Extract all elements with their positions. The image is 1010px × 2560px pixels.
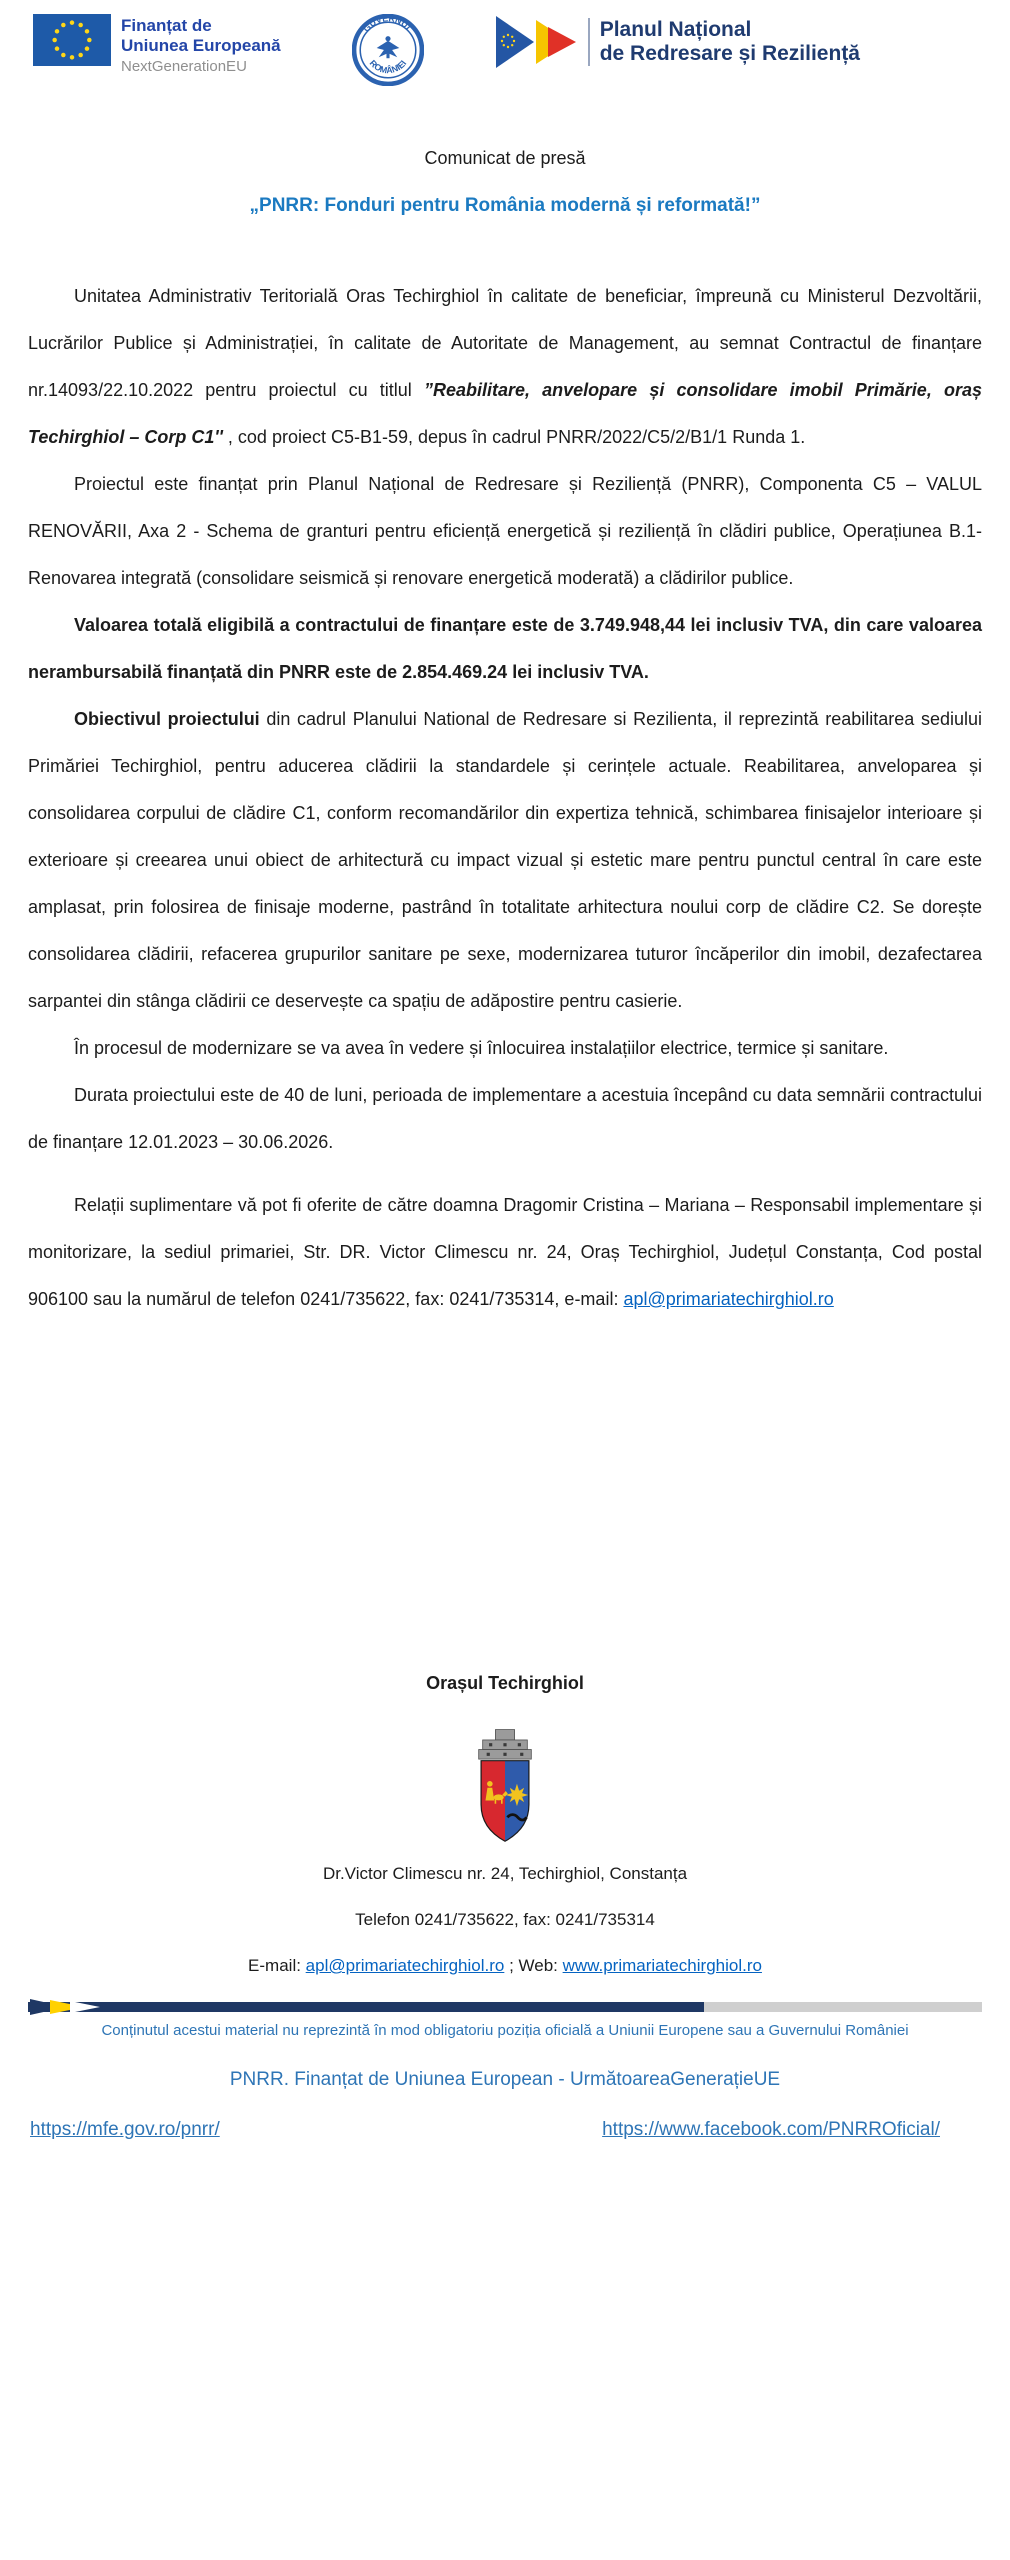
headline: „PNRR: Fonduri pentru România modernă și reformată!” [249,195,761,216]
email-label: E-mail: [248,1956,306,1975]
disclaimer-text: Conținutul acestui material nu reprezintă în mod obligatoriu poziția oficială a Uniunii Europene sau a Guvernului României [101,2022,909,2039]
romanian-government-seal-icon [352,14,424,86]
organization-name: Orașul Techirghiol [426,1673,584,1693]
pnrr-logo-text [600,18,860,66]
seal-top-text: GUVERNUL [361,14,416,34]
paragraph-duration: Durata proiectului este de 40 de luni, perioada de implementare a acestuia începând cu data semnării contractului de finanțare 12.01.2023 – 30.06.2026. [28,1085,982,1152]
footer-email-web [0,1943,1010,1989]
press-release-label: Comunicat de presă [424,148,586,168]
paragraph-contract [28,273,982,461]
paragraph-contact [28,1182,982,1323]
objective-text: din cadrul Planului National de Redresare si Rezilienta, il reprezintă reabilitarea sediului Primăriei Techirghiol, pentru aducerea clădirii la standardele și cerințele actuale. Reabilitarea, anveloparea și consolidarea corpului de clădire C1, conform recomandărilor din expertiza tehnică, schimbarea finisajelor interioare și exterioare și creearea unui obiect de arhitectură cu impact vizual și estetic mare pentru punctul central în care este amplasat, prin folosirea de finisaje moderne, pastrând în totalitate arhitectura noului corp de clădire C2. Se dorește consolidarea clădirii, refacerea grupurilor sanitare pe sexe, modernizarea tuturor încăperilor din imobil, dezafectarea sarpantei din stânga clădirii ce deservește ca spațiu de adăpostire pentru casierie. [28,709,982,1011]
paragraph-contract-text1: Unitatea Administrativ Teritorială Oras Techirghiol în calitate de beneficiar, împreună cu Ministerul Dezvoltării, Lucrărilor Publice și Administrației, în calitate de Autoritate de Management, au semnat Contractul de finanțare nr.14093/22.10.2022 pentru proiectul cu titlul [28,286,982,400]
pnrr-funding-line: PNRR. Finanțat de Uniunea European - UrmătoareaGenerațieUE [229,2069,781,2090]
seal-bottom-text: ROMÂNIEI [367,57,409,76]
pnrr-triangles-icon [496,14,578,70]
paragraph-financing: Proiectul este finanțat prin Planul Național de Redresare și Reziliență (PNRR), Componenta C5 – VALUL RENOVĂRII, Axa 2 - Schema de granturi pentru eficiență energetică și reziliență în clădiri publice, Operațiunea B.1- Renovarea integrată (consolidare seismică și renovare energetică moderată) a clădirilor publice. [28,474,982,588]
paragraph-modernization: În procesul de modernizare se va avea în vedere și înlocuirea instalațiilor electrice, termice și sanitare. [74,1038,889,1058]
footer-phone: Telefon 0241/735622, fax: 0241/735314 [355,1910,655,1929]
footer [0,1673,1010,2141]
techirghiol-coat-of-arms [465,1728,545,1846]
footer-bar [28,1999,982,2020]
contact-email-link[interactable]: apl@primariatechirghiol.ro [623,1289,834,1309]
header-logos [0,0,1010,100]
eu-funding-logo [33,14,281,77]
eu-funding-line1: Finanțat de [121,16,212,35]
footer-address: Dr.Victor Climescu nr. 24, Techirghiol, Constanța [322,1864,688,1883]
paragraph-value: Valoarea totală eligibilă a contractului de finanțare este de 3.749.948,44 lei inclusiv TVA, din care valoarea nerambursabilă finanțată din PNRR este de 2.854.469.24 lei inclusiv TVA. [28,615,982,682]
contact-text: Relații suplimentare vă pot fi oferite de către doamna Dragomir Cristina – Mariana – Responsabil implementare și monitorizare, la sediul primariei, Str. DR. Victor Climescu nr. 24, Oraș Techirghiol, Județul Constanța, Cod postal 906100 sau la numărul de telefon 0241/735622, fax: 0241/735314, e-mail: [28,1195,982,1309]
pnrr-logo [496,14,860,70]
footer-email-link[interactable]: apl@primariatechirghiol.ro [305,1956,505,1975]
pnrr-logo-divider [588,18,590,66]
pnrr-logo-line2: de Redresare și Reziliență [599,42,860,65]
eu-flag-icon [33,14,111,66]
footer-bar-graphic [28,1999,982,2015]
project-title-emphasis: ”Reabilitare, anvelopare și consolidare imobil Primărie, oraș Techirghiol – Corp C1'' [28,380,982,447]
body-text [0,273,1010,1323]
eu-funding-text [121,14,281,77]
paragraph-contract-text2: , cod proiect C5-B1-59, depus în cadrul PNRR/2022/C5/2/B1/1 Runda 1. [222,427,806,447]
eu-funding-line2: Uniunea Europeană [121,36,281,55]
facebook-pnrr-link[interactable]: https://www.facebook.com/PNRROficial/ [602,2119,940,2140]
web-separator: ; Web: [504,1956,563,1975]
pnrr-logo-line1: Planul Național [599,18,752,41]
objective-label: Obiectivul proiectului [74,709,260,729]
mfe-gov-link[interactable]: https://mfe.gov.ro/pnrr/ [30,2119,220,2140]
footer-web-link[interactable]: www.primariatechirghiol.ro [562,1956,762,1975]
footer-links-row [0,2119,1010,2141]
nextgeneration-eu-label: NextGenerationEU [121,58,247,75]
paragraph-objective [28,696,982,1025]
